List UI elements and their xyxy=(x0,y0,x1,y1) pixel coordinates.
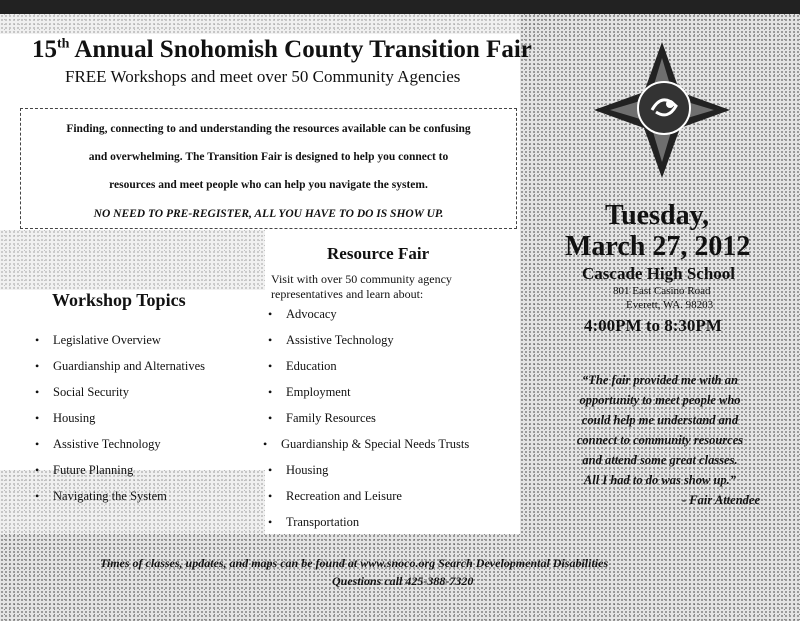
resource-fair-item: • Employment xyxy=(286,385,351,400)
resource-fair-heading: Resource Fair xyxy=(327,244,430,263)
workshop-item: • Assistive Technology xyxy=(53,437,161,452)
resource-fair-item: • Guardianship & Special Needs Trusts xyxy=(281,437,469,452)
top-border-bar xyxy=(0,0,800,14)
resource-fair-item: • Advocacy xyxy=(286,307,337,322)
event-time: 4:00PM to 8:30PM xyxy=(584,316,722,335)
workshop-topics-heading: Workshop Topics xyxy=(52,290,186,310)
title-ordinal: 15 xyxy=(32,36,57,63)
venue-address-city: Everett, WA. 98203 xyxy=(626,299,714,311)
workshop-item: • Social Security xyxy=(53,385,129,400)
intro-line: and overwhelming. The Transition Fair is designed to help you connect to xyxy=(88,151,449,163)
resource-fair-intro: Visit with over 50 community agency xyxy=(271,272,452,286)
event-day: Tuesday, xyxy=(605,200,710,231)
resource-fair-item: • Housing xyxy=(286,463,328,478)
event-venue: Cascade High School xyxy=(582,264,736,283)
workshop-item: • Navigating the System xyxy=(53,489,167,504)
stipple-left-bottom xyxy=(0,470,265,540)
title-ordinal-suffix: th xyxy=(57,36,70,52)
workshop-item: • Guardianship and Alternatives xyxy=(53,359,205,374)
title-text: Annual Snohomish County Transition Fair xyxy=(69,36,532,63)
quote-line: could help me understand and xyxy=(581,413,739,427)
page-title xyxy=(32,36,532,64)
intro-box xyxy=(20,108,517,229)
quote-line: All I had to do was show up.” xyxy=(583,473,737,487)
quote-line: connect to community resources xyxy=(576,433,744,447)
workshop-item: • Legislative Overview xyxy=(53,333,161,348)
quote-line: and attend some great classes. xyxy=(582,453,738,467)
event-date: March 27, 2012 xyxy=(565,231,751,262)
resource-fair-item: • Family Resources xyxy=(286,411,376,426)
page-subtitle: FREE Workshops and meet over 50 Community Agencies xyxy=(65,67,461,86)
fair-logo-emblem xyxy=(592,40,732,180)
workshop-item: • Future Planning xyxy=(53,463,133,478)
intro-emphasis: NO NEED TO PRE-REGISTER, ALL YOU HAVE TO DO IS SHOW UP. xyxy=(93,208,444,220)
resource-fair-item: • Assistive Technology xyxy=(286,333,394,348)
stipple-top-strip xyxy=(0,14,520,34)
workshop-item: • Housing xyxy=(53,411,95,426)
footer-info: Times of classes, updates, and maps can be found at www.snoco.org Search Developmental Disabilities xyxy=(100,556,609,570)
resource-fair-item: • Transportation xyxy=(286,515,359,530)
resource-fair-item: • Education xyxy=(286,359,337,374)
footer-contact: Questions call 425-388-7320 xyxy=(332,574,474,588)
quote-line: opportunity to meet people who xyxy=(579,393,741,407)
intro-line: Finding, connecting to and understanding the resources available can be confusing xyxy=(66,123,471,135)
quote-attribution: - Fair Attendee xyxy=(681,493,760,507)
intro-line: resources and meet people who can help you navigate the system. xyxy=(109,179,428,191)
venue-address-street: 801 East Casino Road xyxy=(613,285,711,297)
resource-fair-item: • Recreation and Leisure xyxy=(286,489,402,504)
quote-line: “The fair provided me with an xyxy=(582,373,738,387)
resource-fair-intro: representatives and learn about: xyxy=(271,287,424,301)
stipple-left-middle xyxy=(0,230,265,290)
